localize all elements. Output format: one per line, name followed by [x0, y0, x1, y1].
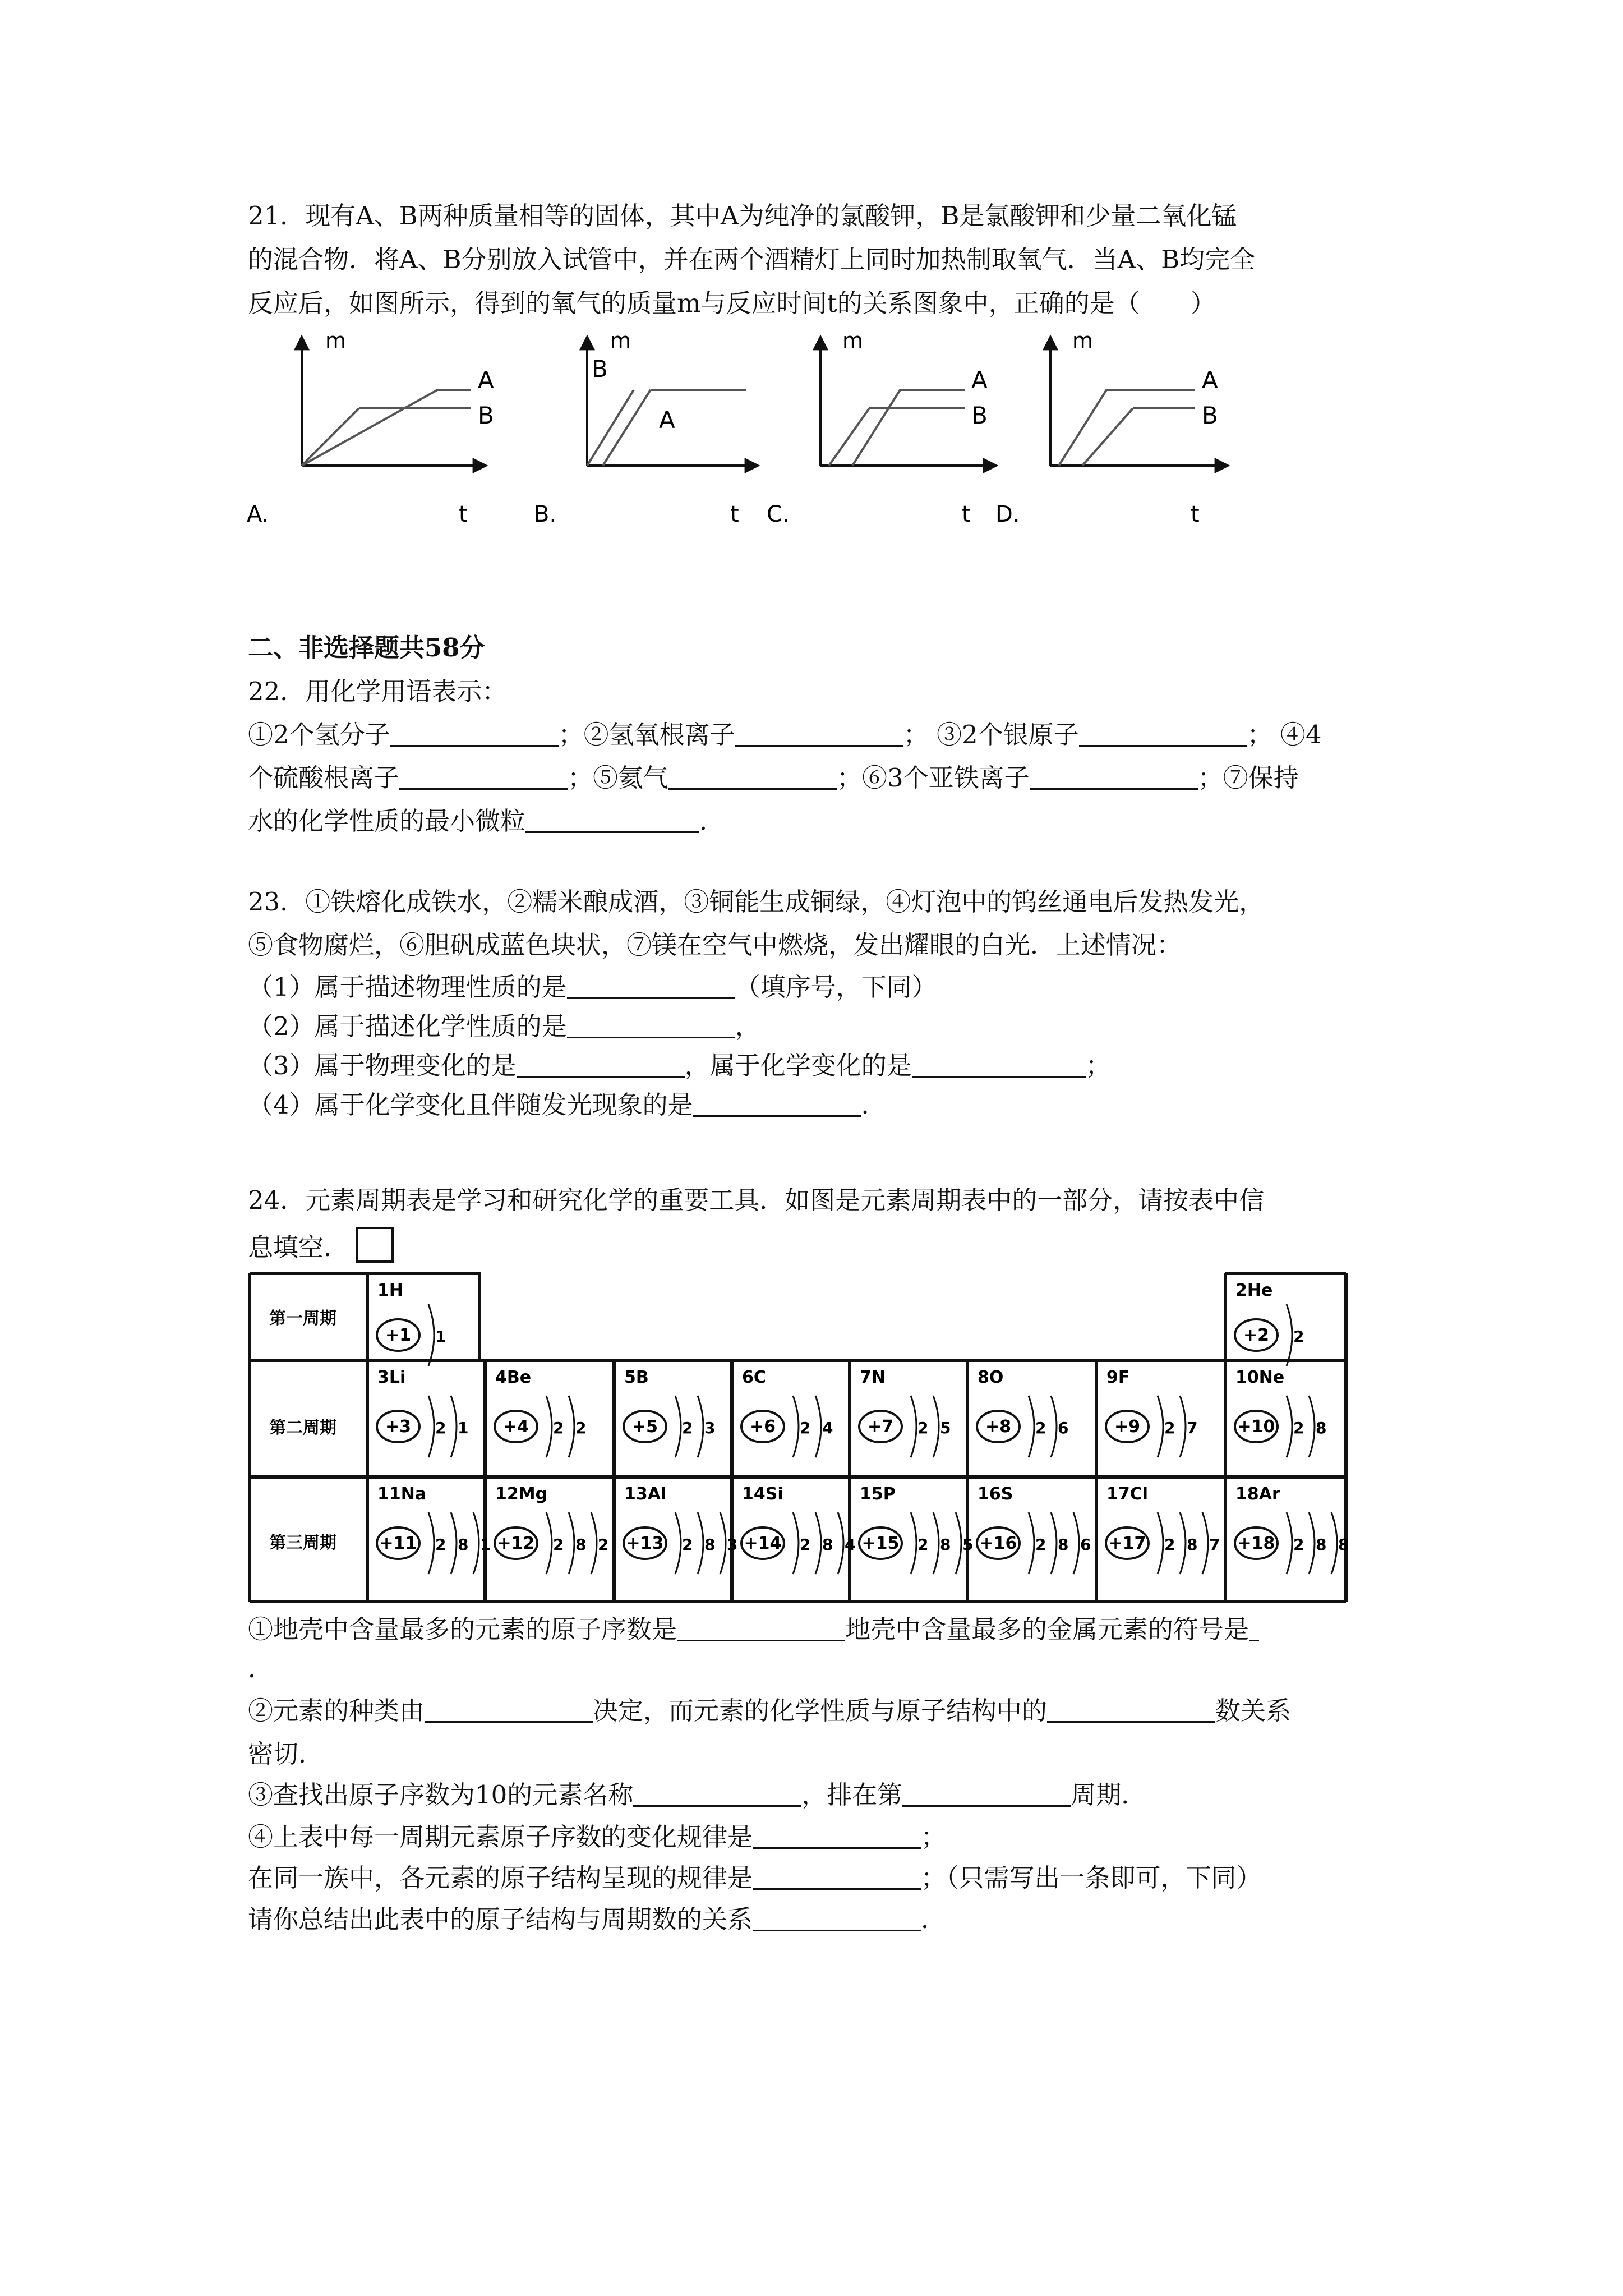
element-cell: [977, 1368, 1068, 1457]
electron-shell-arc: [911, 1512, 916, 1574]
q24-s5-b: ；（只需写出一条即可，下同）: [921, 1863, 1262, 1893]
q24-s1: [248, 1613, 1259, 1646]
shell-electron-count: 8: [1187, 1535, 1198, 1554]
q24-l2: 息填空．: [248, 1232, 349, 1262]
element-cell: [741, 1368, 833, 1457]
graph-a-lower-label: B: [478, 402, 494, 429]
electron-shell-arc: [815, 1396, 821, 1457]
shell-electron-count: 8: [822, 1535, 833, 1554]
shell-electron-count: 2: [1035, 1419, 1046, 1437]
q23-part-2: [248, 1010, 760, 1043]
shell-electron-count: 4: [845, 1535, 856, 1554]
shell-electron-count: 7: [1209, 1535, 1220, 1554]
shell-electron-count: 2: [917, 1535, 929, 1554]
empty-box: [356, 1227, 394, 1263]
nucleus-charge: +18: [1237, 1534, 1275, 1553]
answer-blank[interactable]: [1249, 1613, 1259, 1641]
electron-shell-arc: [1073, 1512, 1079, 1574]
shell-electron-count: 1: [458, 1419, 469, 1437]
electron-shell-arc: [1180, 1396, 1186, 1457]
q23-p4-b: ．: [861, 1090, 887, 1120]
q23-p3-b: ，属于化学变化的是: [684, 1051, 912, 1080]
element-cell: [1235, 1484, 1349, 1574]
q21-graphs: [247, 325, 1424, 539]
electron-shell-arc: [1287, 1512, 1292, 1574]
answer-blank[interactable]: [753, 1820, 921, 1849]
periodic-table: [247, 1271, 1368, 1607]
q24-s6: [248, 1903, 946, 1936]
graph-c: [820, 328, 995, 466]
element-symbol: 17Cl: [1106, 1484, 1149, 1504]
q22-line-1: [248, 718, 1322, 752]
electron-shell-arc: [451, 1512, 457, 1574]
graph-c-axis-m: m: [842, 328, 864, 353]
q24-s4-b: ；: [921, 1822, 947, 1852]
shell-electron-count: 3: [704, 1419, 716, 1437]
electron-shell-arc: [1029, 1512, 1034, 1574]
element-symbol: 18Ar: [1235, 1484, 1280, 1504]
answer-blank[interactable]: [567, 970, 735, 999]
answer-blank[interactable]: [525, 804, 699, 833]
element-symbol: 12Mg: [495, 1484, 548, 1504]
q24-s5: [248, 1861, 1262, 1895]
option-a-t: t: [459, 501, 468, 527]
electron-shell-arc: [720, 1512, 726, 1574]
shell-electron-count: 1: [435, 1327, 446, 1346]
q24-s1-b: 地壳中含量最多的金属元素的符号是: [845, 1614, 1249, 1644]
nucleus-charge: +7: [867, 1417, 894, 1437]
element-cell: [1106, 1368, 1197, 1457]
element-cell: [377, 1368, 468, 1457]
electron-shell-arc: [956, 1512, 961, 1574]
electron-shell-arc: [698, 1396, 703, 1457]
q22-l2-a: 个硫酸根离子: [248, 763, 400, 793]
option-d-letter: D.: [995, 501, 1020, 527]
electron-shell-arc: [546, 1512, 552, 1574]
shell-electron-count: 2: [553, 1535, 564, 1554]
q24-s3-c: 周期．: [1071, 1780, 1147, 1810]
q22-l3-b: ．: [699, 806, 725, 836]
answer-blank[interactable]: [902, 1778, 1071, 1807]
answer-blank[interactable]: [633, 1778, 801, 1807]
element-symbol: 15P: [860, 1484, 896, 1504]
nucleus-charge: +17: [1108, 1534, 1146, 1553]
element-cell: [624, 1484, 737, 1574]
electron-shell-arc: [793, 1396, 799, 1457]
answer-blank[interactable]: [753, 1861, 921, 1890]
graph-a: [302, 328, 494, 466]
element-cell: [377, 1484, 491, 1574]
q22-line-2: [248, 761, 1299, 795]
electron-shell-arc: [428, 1304, 434, 1366]
q22-l2-d: ；⑦保持: [1197, 763, 1299, 793]
shell-electron-count: 2: [435, 1535, 446, 1554]
graph-d-axis-m: m: [1072, 328, 1094, 353]
electron-shell-arc: [1158, 1396, 1163, 1457]
shell-electron-count: 5: [962, 1535, 974, 1554]
answer-blank[interactable]: [735, 718, 903, 747]
q21-line-3: 反应后，如图所示，得到的氧气的质量m与反应时间t的关系图象中，正确的是（ ）: [248, 288, 1216, 318]
element-symbol: 16S: [978, 1484, 1013, 1504]
graph-d-lower-label: B: [1202, 402, 1218, 429]
graph-b-upper-label: B: [592, 355, 608, 383]
period-2-label: 第二周期: [269, 1418, 336, 1438]
option-b-t: t: [730, 501, 739, 527]
element-symbol: 4Be: [495, 1368, 532, 1387]
q24-s2-a: ②元素的种类由: [248, 1696, 425, 1726]
graph-a-upper-label: A: [478, 366, 494, 394]
shell-electron-count: 8: [940, 1535, 951, 1554]
option-c-letter: C.: [767, 501, 790, 527]
section-2-title: 二、非选择题共58分: [248, 633, 485, 662]
nucleus-charge: +11: [379, 1534, 417, 1553]
q24-s6-b: ．: [921, 1904, 947, 1934]
shell-electron-count: 6: [1080, 1535, 1091, 1554]
period-1-label: 第一周期: [269, 1309, 336, 1328]
q22-l1-b: ；②氢氧根离子: [558, 720, 735, 749]
shell-electron-count: 4: [822, 1419, 833, 1437]
element-cell: [859, 1368, 951, 1457]
element-cell: [859, 1484, 973, 1574]
nucleus-charge: +14: [744, 1534, 782, 1553]
shell-electron-count: 2: [1035, 1535, 1046, 1554]
element-symbol: 2He: [1235, 1281, 1273, 1300]
electron-shell-arc: [933, 1512, 939, 1574]
nucleus-charge: +12: [497, 1534, 535, 1553]
shell-electron-count: 8: [1316, 1535, 1327, 1554]
element-cell: [624, 1368, 715, 1457]
shell-electron-count: 8: [458, 1535, 469, 1554]
electron-shell-arc: [1029, 1396, 1034, 1457]
element-symbol: 1H: [377, 1281, 403, 1300]
shell-electron-count: 2: [682, 1535, 693, 1554]
q23-part-1: [248, 970, 937, 1004]
electron-shell-arc: [1287, 1396, 1292, 1457]
shell-electron-count: 2: [917, 1419, 929, 1437]
nucleus-charge: +16: [979, 1534, 1017, 1553]
electron-shell-arc: [591, 1512, 597, 1574]
q22-line-3: [248, 804, 725, 838]
graph-c-lower-label: B: [971, 402, 988, 429]
element-symbol: 10Ne: [1235, 1368, 1285, 1387]
shell-electron-count: 8: [1316, 1419, 1327, 1437]
electron-shell-arc: [815, 1512, 821, 1574]
nucleus-charge: +1: [385, 1326, 412, 1345]
electron-shell-arc: [1309, 1512, 1315, 1574]
answer-blank[interactable]: [1047, 1694, 1215, 1723]
element-cell: [1235, 1368, 1326, 1457]
nucleus-charge: +13: [626, 1534, 664, 1553]
q23-line-2: ⑤食物腐烂，⑥胆矾成蓝色块状，⑦镁在空气中燃烧，发出耀眼的白光．上述情况：: [248, 930, 1182, 960]
electron-shell-arc: [911, 1396, 916, 1457]
element-symbol: 5B: [624, 1368, 649, 1387]
element-cells: [377, 1281, 1349, 1574]
shell-electron-count: 2: [575, 1419, 587, 1437]
electron-shell-arc: [451, 1396, 457, 1457]
electron-shell-arc: [428, 1396, 434, 1457]
electron-shell-arc: [569, 1512, 574, 1574]
nucleus-charge: +6: [749, 1417, 776, 1437]
shell-electron-count: 5: [940, 1419, 951, 1437]
electron-shell-arc: [1051, 1512, 1057, 1574]
nucleus-charge: +4: [502, 1417, 529, 1437]
q24-s3-b: ，排在第: [801, 1780, 903, 1810]
shell-electron-count: 8: [575, 1535, 587, 1554]
electron-shell-arc: [1202, 1512, 1208, 1574]
q24-s3: [248, 1778, 1146, 1812]
q24-s2: [248, 1694, 1291, 1728]
q23-p3-a: （3）属于物理变化的是: [248, 1051, 517, 1080]
q24-s1-end: ．: [248, 1654, 274, 1683]
q23-p1-a: （1）属于描述物理性质的是: [248, 972, 567, 1002]
q22-l1-c: ； ③2个银原子: [903, 720, 1079, 749]
q22-l1-a: ①2个氢分子: [248, 720, 390, 749]
shell-electron-count: 8: [704, 1535, 716, 1554]
answer-blank[interactable]: [517, 1049, 685, 1078]
nucleus-charge: +5: [631, 1417, 658, 1437]
element-cell: [1106, 1484, 1220, 1574]
shell-electron-count: 8: [1058, 1535, 1069, 1554]
graph-b: [587, 328, 757, 466]
answer-blank[interactable]: [390, 718, 559, 747]
electron-shell-arc: [569, 1396, 574, 1457]
q24-s3-a: ③查找出原子序数为10的元素名称: [248, 1780, 634, 1810]
q24-s5-a: 在同一族中，各元素的原子结构呈现的规律是: [248, 1863, 753, 1893]
shell-electron-count: 2: [682, 1419, 693, 1437]
q21-line-2: 的混合物．将A、B分别放入试管中，并在两个酒精灯上同时加热制取氧气．当A、B均完全: [248, 245, 1256, 274]
shell-electron-count: 6: [1058, 1419, 1069, 1437]
shell-electron-count: 2: [800, 1419, 811, 1437]
q24-s4-a: ④上表中每一周期元素原子序数的变化规律是: [248, 1822, 753, 1852]
electron-shell-arc: [1180, 1512, 1186, 1574]
q22-intro: 22．用化学用语表示：: [248, 677, 508, 706]
q24-s2-c: 数关系: [1215, 1696, 1292, 1726]
element-symbol: 7N: [860, 1368, 886, 1387]
element-symbol: 9F: [1106, 1368, 1130, 1387]
answer-blank[interactable]: [1079, 718, 1247, 747]
element-cell: [495, 1484, 608, 1574]
element-symbol: 6C: [742, 1368, 766, 1387]
element-cell: [1235, 1281, 1304, 1366]
electron-shell-arc: [1287, 1304, 1292, 1366]
shell-electron-count: 2: [553, 1419, 564, 1437]
shell-electron-count: 2: [1293, 1419, 1304, 1437]
element-cell: [741, 1484, 855, 1574]
q24-s4: [248, 1820, 946, 1854]
electron-shell-arc: [1309, 1396, 1315, 1457]
graph-d: [1050, 328, 1227, 466]
nucleus-charge: +2: [1243, 1326, 1270, 1345]
q23-line-1: 23．①铁熔化成铁水，②糯米酿成酒，③铜能生成铜绿，④灯泡中的钨丝通电后发热发光，: [248, 887, 1265, 917]
shell-electron-count: 2: [1293, 1327, 1304, 1346]
element-cell: [495, 1368, 586, 1457]
answer-blank[interactable]: [668, 761, 837, 790]
nucleus-charge: +15: [861, 1534, 900, 1553]
electron-shell-arc: [1331, 1512, 1337, 1574]
q23-p4-a: （4）属于化学变化且伴随发光现象的是: [248, 1090, 693, 1120]
electron-shell-arc: [546, 1396, 552, 1457]
answer-blank[interactable]: [693, 1088, 861, 1117]
element-cell: [377, 1281, 446, 1366]
q23-p3-c: ；: [1085, 1051, 1111, 1080]
electron-shell-arc: [793, 1512, 799, 1574]
q23-part-3: [248, 1049, 1111, 1083]
nucleus-charge: +3: [385, 1417, 412, 1437]
q24-s2-end: 密切．: [248, 1739, 324, 1769]
shell-electron-count: 2: [800, 1535, 811, 1554]
q23-p2-a: （2）属于描述化学性质的是: [248, 1011, 567, 1041]
electron-shell-arc: [675, 1512, 681, 1574]
nucleus-charge: +10: [1237, 1417, 1275, 1437]
q22-l2-c: ；⑥3个亚铁离子: [837, 763, 1030, 793]
period-3-label: 第三周期: [269, 1533, 336, 1553]
q22-l3-a: 水的化学性质的最小微粒: [248, 806, 526, 836]
q24-line-1: 24．元素周期表是学习和研究化学的重要工具．如图是元素周期表中的一部分，请按表中信: [248, 1185, 1265, 1215]
answer-blank[interactable]: [677, 1613, 845, 1641]
electron-shell-arc: [473, 1512, 479, 1574]
element-symbol: 13Al: [624, 1484, 667, 1504]
electron-shell-arc: [675, 1396, 681, 1457]
shell-electron-count: 2: [1293, 1535, 1304, 1554]
answer-blank[interactable]: [753, 1903, 921, 1931]
electron-shell-arc: [838, 1512, 843, 1574]
element-cell: [977, 1484, 1091, 1574]
electron-shell-arc: [428, 1512, 434, 1574]
shell-electron-count: 2: [1164, 1419, 1175, 1437]
answer-blank[interactable]: [399, 761, 568, 790]
graph-a-axis-m: m: [325, 328, 347, 353]
q23-p2-b: ，: [735, 1011, 760, 1041]
graph-b-axis-m: m: [610, 328, 631, 353]
q22-l2-b: ；⑤氦气: [568, 763, 669, 793]
shell-electron-count: 2: [435, 1419, 446, 1437]
shell-electron-count: 1: [480, 1535, 491, 1554]
element-symbol: 14Si: [742, 1484, 783, 1504]
q21-line-1: 21．现有A、B两种质量相等的固体，其中A为纯净的氯酸钾，B是氯酸钾和少量二氧化锰: [248, 201, 1237, 231]
nucleus-charge: +9: [1114, 1417, 1141, 1437]
q24-s6-a: 请你总结出此表中的原子结构与周期数的关系: [248, 1904, 753, 1934]
option-d-t: t: [1191, 501, 1200, 527]
electron-shell-arc: [1158, 1512, 1163, 1574]
nucleus-charge: +8: [985, 1417, 1012, 1437]
shell-electron-count: 2: [598, 1535, 609, 1554]
option-c-t: t: [962, 501, 971, 527]
answer-blank[interactable]: [567, 1010, 735, 1038]
q24-line-2: [248, 1227, 394, 1264]
q24-s1-a: ①地壳中含量最多的元素的原子序数是: [248, 1614, 677, 1644]
graph-c-upper-label: A: [971, 366, 988, 394]
element-symbol: 8O: [978, 1368, 1004, 1387]
q23-p1-b: （填序号，下同）: [735, 972, 937, 1002]
shell-electron-count: 2: [1164, 1535, 1175, 1554]
shell-electron-count: 7: [1187, 1419, 1198, 1437]
element-symbol: 11Na: [377, 1484, 427, 1504]
electron-shell-arc: [698, 1512, 703, 1574]
shell-electron-count: 8: [1338, 1535, 1349, 1554]
graph-b-lower-label: A: [659, 406, 675, 434]
graph-d-upper-label: A: [1202, 366, 1218, 394]
electron-shell-arc: [1051, 1396, 1057, 1457]
answer-blank[interactable]: [425, 1694, 593, 1723]
option-a-letter: A.: [247, 501, 269, 527]
q23-part-4: [248, 1088, 887, 1122]
answer-blank[interactable]: [1030, 761, 1198, 790]
shell-electron-count: 3: [727, 1535, 738, 1554]
q22-l1-d: ； ④4: [1247, 720, 1322, 749]
answer-blank[interactable]: [912, 1049, 1086, 1078]
element-symbol: 3Li: [377, 1368, 406, 1387]
q24-s2-b: 决定，而元素的化学性质与原子结构中的: [593, 1696, 1048, 1726]
electron-shell-arc: [933, 1396, 939, 1457]
option-b-letter: B.: [534, 501, 557, 527]
